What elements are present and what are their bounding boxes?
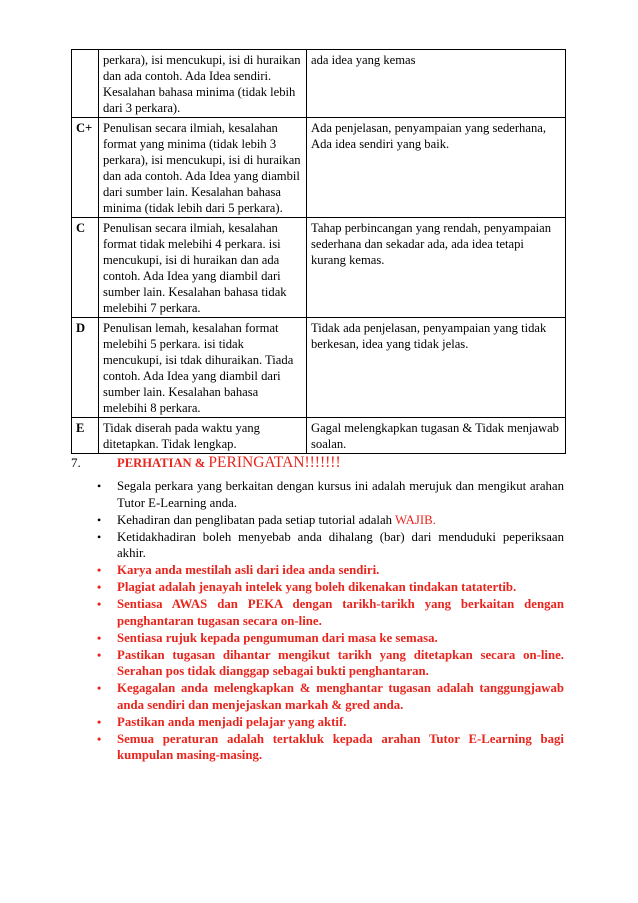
- mandatory-highlight: WAJIB.: [395, 512, 436, 527]
- list-item: [71, 731, 564, 764]
- description-cell: Penulisan lemah, kesalahan format melebihi 5 perkara. isi tidak mencukupi, isi tdak dihuraikan. Tiada contoh. Ada Idea yang diambil dari sumber lain. Kesalahan bahasa melebihi 8 perkara.: [99, 318, 307, 418]
- comment-cell: ada idea yang kemas: [307, 50, 566, 118]
- bullet-icon: •: [97, 647, 102, 662]
- section-title-small: PERHATIAN &: [117, 456, 209, 470]
- list-item-text: Karya anda mestilah asli dari idea anda sendiri.: [117, 563, 380, 578]
- list-item: [71, 630, 564, 647]
- table-row: [72, 418, 566, 454]
- list-item: [71, 562, 564, 579]
- table-row: [72, 50, 566, 118]
- grade-cell: C: [72, 218, 99, 318]
- list-item-text: Pastikan tugasan dihantar mengikut tarikh yang ditetapkan secara on-line. Serahan pos tidak dianggap sebagai bukti penghantaran.: [117, 647, 564, 679]
- list-item-text: Sentiasa AWAS dan PEKA dengan tarikh-tarikh yang berkaitan dengan penghantaran tugasan secara on-line.: [117, 597, 564, 628]
- list-item-text: Kegagalan anda melengkapkan & menghantar tugasan adalah tanggungjawab anda sendiri dan menjejaskan markah & gred anda.: [117, 681, 564, 712]
- section-title: [117, 454, 341, 472]
- bullet-icon: •: [97, 714, 102, 729]
- table-row: [72, 318, 566, 418]
- bullet-icon: •: [97, 529, 102, 544]
- list-item: [71, 579, 564, 596]
- bullet-icon: •: [97, 479, 102, 493]
- list-item-text: Ketidakhadiran boleh menyebab anda dihalang (bar) dari menduduki peperiksaan akhir.: [117, 529, 564, 561]
- list-item: [71, 680, 564, 713]
- comment-cell: Tahap perbincangan yang rendah, penyampaian sederhana dan sekadar ada, ada idea tetapi kurang kemas.: [307, 218, 566, 318]
- table-row: [72, 118, 566, 218]
- section-heading: [71, 454, 564, 472]
- bullet-icon: •: [97, 731, 102, 746]
- grade-cell: C+: [72, 118, 99, 218]
- list-item-text: Pastikan anda menjadi pelajar yang aktif.: [117, 714, 347, 729]
- bullet-icon: •: [97, 630, 102, 645]
- bullet-icon: •: [97, 580, 102, 595]
- comment-cell: Ada penjelasan, penyampaian yang sederhana, Ada idea sendiri yang baik.: [307, 118, 566, 218]
- section-number: 7.: [71, 455, 81, 470]
- comment-cell: Tidak ada penjelasan, penyampaian yang tidak berkesan, idea yang tidak jelas.: [307, 318, 566, 418]
- list-item-text: Plagiat adalah jenayah intelek yang boleh dikenakan tindakan tatatertib.: [117, 580, 517, 595]
- bullet-icon: •: [97, 512, 102, 527]
- grade-cell: D: [72, 318, 99, 418]
- list-item: [71, 512, 564, 529]
- description-cell: Penulisan secara ilmiah, kesalahan format yang minima (tidak lebih 3 perkara), isi mencukupi, isi di huraikan dan ada contoh. Ada Idea yang diambil dari sumber lain. Kesalahan bahasa minima (tidak lebih dari 5 perkara).: [99, 118, 307, 218]
- bullet-icon: •: [97, 563, 102, 578]
- warning-section: [71, 454, 564, 764]
- list-item: [71, 596, 564, 629]
- list-item-text: Kehadiran dan penglibatan pada setiap tutorial adalah: [117, 512, 395, 527]
- bullet-icon: •: [97, 597, 102, 612]
- grading-rubric-table: [71, 49, 566, 454]
- list-item: [71, 529, 564, 562]
- rules-list: [71, 478, 564, 764]
- description-cell: Tidak diserah pada waktu yang ditetapkan. Tidak lengkap.: [99, 418, 307, 454]
- list-item: [71, 478, 564, 511]
- list-item-text: Sentiasa rujuk kepada pengumuman dari masa ke semasa.: [117, 630, 438, 645]
- grade-cell: [72, 50, 99, 118]
- list-item-text: Segala perkara yang berkaitan dengan kursus ini adalah merujuk dan mengikut arahan Tutor E-Learning anda.: [117, 479, 564, 510]
- description-cell: perkara), isi mencukupi, isi di huraikan dan ada contoh. Ada Idea sendiri. Kesalahan bahasa minima (tidak lebih dari 3 perkara).: [99, 50, 307, 118]
- list-item-text: Semua peraturan adalah tertakluk kepada arahan Tutor E-Learning bagi kumpulan masing-masing.: [117, 731, 564, 763]
- description-cell: Penulisan secara ilmiah, kesalahan format tidak melebihi 4 perkara. isi mencukupi, isi di huraikan dan ada contoh. Ada Idea yang diambil dari sumber lain. Kesalahan bahasa tidak melebihi 7 perkara.: [99, 218, 307, 318]
- section-title-big: PERINGATAN!!!!!!!: [208, 454, 341, 471]
- comment-cell: Gagal melengkapkan tugasan & Tidak menjawab soalan.: [307, 418, 566, 454]
- table-row: [72, 218, 566, 318]
- list-item: [71, 647, 564, 680]
- list-item: [71, 714, 564, 731]
- grade-cell: E: [72, 418, 99, 454]
- bullet-icon: •: [97, 681, 102, 696]
